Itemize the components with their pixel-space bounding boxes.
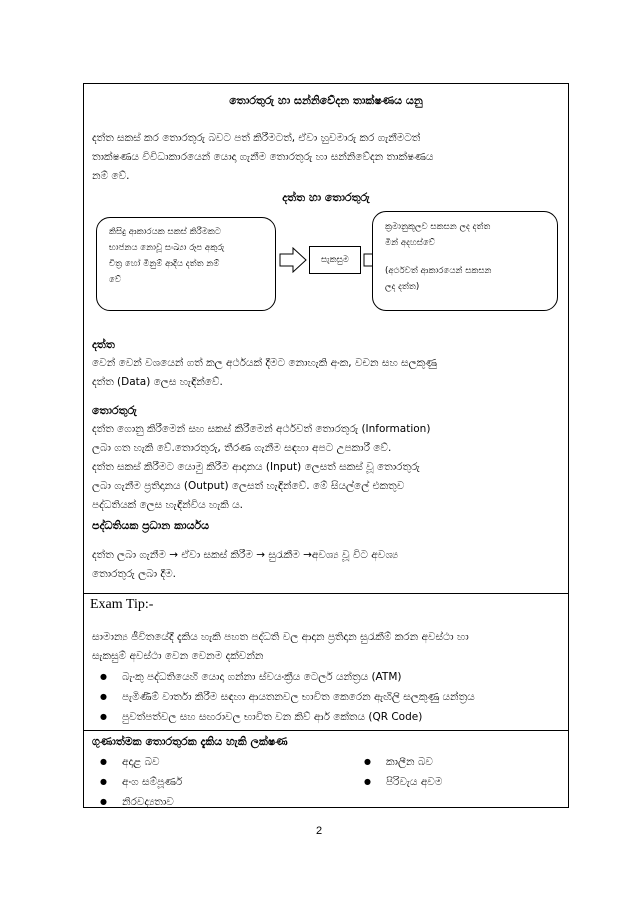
info-line-3: දත්ත සකස් කිරීමට යොමු කිරීම ආදානය (Input) ලෙසත් සකස් වූ තොරතුරු: [92, 461, 420, 473]
data-line-1: වෙන් වෙන් වශයෙන් ගත් කල අර්ථයක් දීමට නොහැකි අංක, වචන සහ සලකුණු: [92, 357, 437, 369]
info-line-1: දත්ත ගොනු කිරීමෙන් සහ සකස් කිරීමෙන් අර්ථවත් තොරතුරු (Information): [92, 423, 431, 435]
list-item: ● අංග සම්පූර්ණ: [92, 772, 332, 792]
diagram-heading: දත්ත හා තොරතුරු: [282, 191, 370, 204]
list-item: ● නිරවද්‍යතාව: [92, 792, 332, 812]
list-item: ● පැමිණීම් වාර්තා කිරීම සඳහා ආයතනවල භාවිත කෙරෙන ඇඟිලි සලකුණු යන්ත්‍රය: [92, 687, 562, 707]
qualities-right-list: [356, 752, 556, 792]
data-box-line-2: භාජනය නොවූ සංඛ්‍යා රූප අකුරු: [109, 243, 225, 253]
list-item: ● බැංකු පද්ධතියෙහි යොදා ගන්නා ස්වයංක්‍රීය ටෙලර් යන්ත්‍රය (ATM): [92, 667, 562, 687]
data-box-line-4: වේ: [109, 275, 122, 285]
data-line-2: දත්ත (Data) ලෙස හැඳින්වේ.: [92, 376, 223, 388]
exam-tip-list: [92, 667, 562, 727]
qualities-left-list: [92, 752, 332, 812]
info-box-line-3: (අර්ථවත් ආකාරයෙන් සකසන: [385, 266, 492, 276]
data-heading: දත්ත: [92, 338, 115, 351]
info-box-line-2: මින් අදහස්වේ: [385, 238, 435, 248]
list-item: ● පුවත්පත්වල සහ සඟරාවල භාවිත වන කිව් ආර් කේතය (QR Code): [92, 707, 562, 727]
info-box-line-4: ලද දත්ත): [385, 282, 420, 292]
exam-tip-line-2: සැකසුම් අවස්ථා වෙන වෙනම දක්වන්න: [92, 650, 264, 662]
exam-tip-line-1: සාමාන්‍ය ජීවිතයේදී දැකිය හැකි පහත පද්ධති වල ආදාන ප්‍රතිදාන සුරැකීම් කරන අවස්ථා හා: [92, 631, 469, 643]
system-heading: පද්ධතියක ප්‍රධාන කාර්යය: [92, 519, 210, 532]
info-box-line-1: ක්‍රමානුකූලව සකසන ලද දත්ත: [385, 222, 491, 232]
page-title: තොරතුරු හා සන්නිවේදන තාක්ෂණය යනු: [229, 94, 423, 107]
content-frame: [83, 83, 569, 808]
system-line-1: දත්ත ලබා ගැනීම → ඒවා සකස් කිරීම → සුරැකීම →අවශ්‍ය වූ විට අවශ්‍ය: [92, 549, 399, 561]
qualities-heading: ගුණාත්මක තොරතුරක දැකිය හැකි ලක්ෂණ: [92, 735, 288, 748]
list-item: ● පිරිවැය අවම: [356, 772, 556, 792]
intro-line-2: තාක්ෂණය විවිධාකාරයෙන් යොදා ගැනීම තොරතුරු හා සන්නිවේදන තාක්ෂණය: [92, 151, 434, 163]
exam-tip-heading: Exam Tip:-: [90, 597, 154, 612]
information-heading: තොරතුරු: [92, 404, 137, 417]
list-item: ● අදාළ බව: [92, 752, 332, 772]
intro-line-1: දත්ත සකස් කර තොරතුරු බවට පත් කිරීමටත්, ඒවා හුවමාරු කර ගැනීමටත්: [92, 132, 421, 144]
information-definition-box: [372, 211, 558, 311]
divider: [84, 730, 568, 731]
list-item: ● කාලීන බව: [356, 752, 556, 772]
info-line-2: ලබා ගත හැකි වේ.තොරතුරු, තීරණ ගැනීම සඳහා අපට උපකාරී වේ.: [92, 442, 392, 454]
system-line-2: තොරතුරු ලබා දීම.: [92, 568, 176, 580]
info-line-4: ලබා ගැනීම ප්‍රතිදානය (Output) ලෙසත් හැඳින්වේ. මේ සියල්ලේ එකතුව: [92, 480, 405, 492]
info-line-5: පද්ධතියක් ලෙස හැඳින්විය හැකි ය.: [92, 499, 243, 511]
process-box: සැකසුම: [309, 246, 361, 274]
data-box-line-3: චිත්‍ර හෝ මිනුම් ආදිය දත්ත නම්: [109, 259, 220, 269]
data-box-line-1: කිසිදු ආකාරයක සකස් කිරීමකට: [109, 227, 222, 237]
intro-line-3: නම් වේ.: [92, 170, 130, 182]
arrow-right-icon: [279, 247, 307, 273]
page-number: 2: [315, 825, 323, 837]
divider: [84, 593, 568, 594]
data-definition-box: [96, 217, 276, 311]
